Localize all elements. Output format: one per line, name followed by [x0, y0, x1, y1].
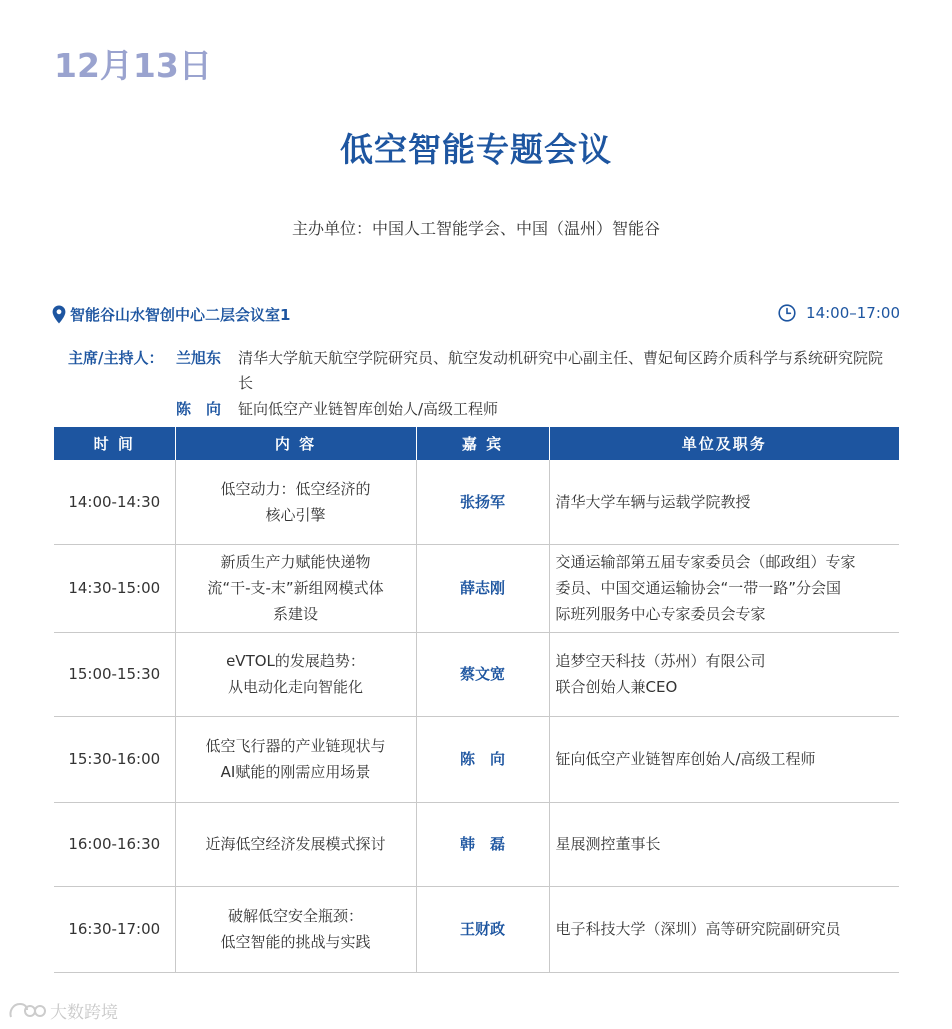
topic-line: 系建设 — [272, 605, 318, 623]
time-range-block — [778, 304, 900, 322]
topic-line: 破解低空安全瓶颈： — [227, 907, 363, 925]
chair-section — [68, 346, 888, 423]
cell-topic — [175, 460, 416, 544]
cell-topic — [175, 886, 416, 972]
topic-line: eVTOL的发展趋势： — [226, 652, 365, 670]
unit-line: 联合创始人兼CEO — [555, 678, 678, 696]
table-row — [54, 632, 899, 716]
unit-line: 委员、中国交通运输协会“一带一路”分会国 — [555, 579, 842, 597]
cell-guest: 陈 向 — [416, 716, 549, 802]
cell-time: 14:00-14:30 — [54, 460, 175, 544]
table-row — [54, 716, 899, 802]
topic-line: 从电动化走向智能化 — [227, 678, 363, 696]
topic-line: 流“干-支-末”新组网模式体 — [207, 579, 384, 597]
watermark — [8, 998, 118, 1023]
cell-topic — [175, 632, 416, 716]
table-row — [54, 544, 899, 632]
agenda-body — [54, 460, 899, 972]
cell-topic — [175, 716, 416, 802]
organizer-line: 主办单位：中国人工智能学会、中国（温州）智能谷 — [291, 219, 660, 238]
unit-line: 星展测控董事长 — [555, 835, 661, 853]
cell-guest: 王财政 — [416, 886, 549, 972]
page-title: 低空智能专题会议 — [340, 130, 612, 169]
location-pin-icon — [52, 305, 66, 324]
header-unit: 单位及职务 — [549, 427, 899, 460]
event-date: 12月13日 — [54, 46, 212, 85]
unit-line: 清华大学车辆与运载学院教授 — [555, 492, 751, 511]
watermark-logo-icon — [8, 1001, 46, 1021]
topic-line: 低空智能的挑战与实践 — [220, 933, 371, 951]
clock-icon — [778, 304, 796, 322]
cell-time: 16:00-16:30 — [54, 802, 175, 886]
cell-unit — [549, 716, 899, 802]
unit-line: 交通运输部第五届专家委员会（邮政组）专家 — [555, 553, 856, 571]
table-header-row — [54, 427, 899, 460]
topic-line: 低空飞行器的产业链现状与 — [205, 737, 386, 755]
unit-line: 追梦空天科技（苏州）有限公司 — [555, 652, 766, 670]
cell-unit — [549, 632, 899, 716]
cell-unit — [549, 886, 899, 972]
cell-guest: 蔡文宽 — [416, 632, 549, 716]
chair-desc: 清华大学航天航空学院研究员、航空发动机研究中心副主任、曹妃甸区跨介质科学与系统研究院院长 — [238, 349, 884, 392]
unit-line: 电子科技大学（深圳）高等研究院副研究员 — [555, 920, 841, 938]
table-row — [54, 460, 899, 544]
topic-line: 低空动力：低空经济的 — [220, 479, 371, 498]
chair-desc: 钲向低空产业链智库创始人/高级工程师 — [238, 400, 499, 418]
unit-line: 钲向低空产业链智库创始人/高级工程师 — [555, 750, 816, 768]
header-guest: 嘉 宾 — [416, 427, 549, 460]
cell-time: 15:30-16:00 — [54, 716, 175, 802]
header-time: 时 间 — [54, 427, 175, 460]
agenda-table — [54, 427, 899, 973]
cell-unit — [549, 460, 899, 544]
chair-row — [68, 346, 888, 396]
cell-unit — [549, 802, 899, 886]
cell-time: 16:30-17:00 — [54, 886, 175, 972]
topic-line: AI赋能的刚需应用场景 — [220, 763, 371, 781]
location-text: 智能谷山水智创中心二层会议室1 — [70, 306, 291, 324]
chair-name: 兰旭东 — [176, 349, 222, 367]
chair-row — [68, 397, 888, 422]
watermark-text: 大数跨境 — [50, 1003, 118, 1023]
unit-line: 际班列服务中心专家委员会专家 — [555, 605, 766, 623]
time-range-text: 14:00–17:00 — [806, 304, 900, 322]
cell-time: 15:00-15:30 — [54, 632, 175, 716]
cell-time: 14:30-15:00 — [54, 544, 175, 632]
cell-topic — [175, 544, 416, 632]
chair-name: 陈 向 — [176, 400, 222, 418]
topic-line: 核心引擎 — [265, 505, 326, 524]
cell-unit — [549, 544, 899, 632]
cell-guest: 薛志刚 — [416, 544, 549, 632]
topic-line: 近海低空经济发展模式探讨 — [205, 835, 386, 853]
cell-guest: 张扬军 — [416, 460, 549, 544]
header-topic: 内 容 — [175, 427, 416, 460]
table-row — [54, 802, 899, 886]
cell-topic — [175, 802, 416, 886]
table-row — [54, 886, 899, 972]
cell-guest: 韩 磊 — [416, 802, 549, 886]
topic-line: 新质生产力赋能快递物 — [220, 553, 371, 571]
location-block — [52, 304, 290, 325]
chair-label: 主席/主持人： — [68, 349, 164, 367]
